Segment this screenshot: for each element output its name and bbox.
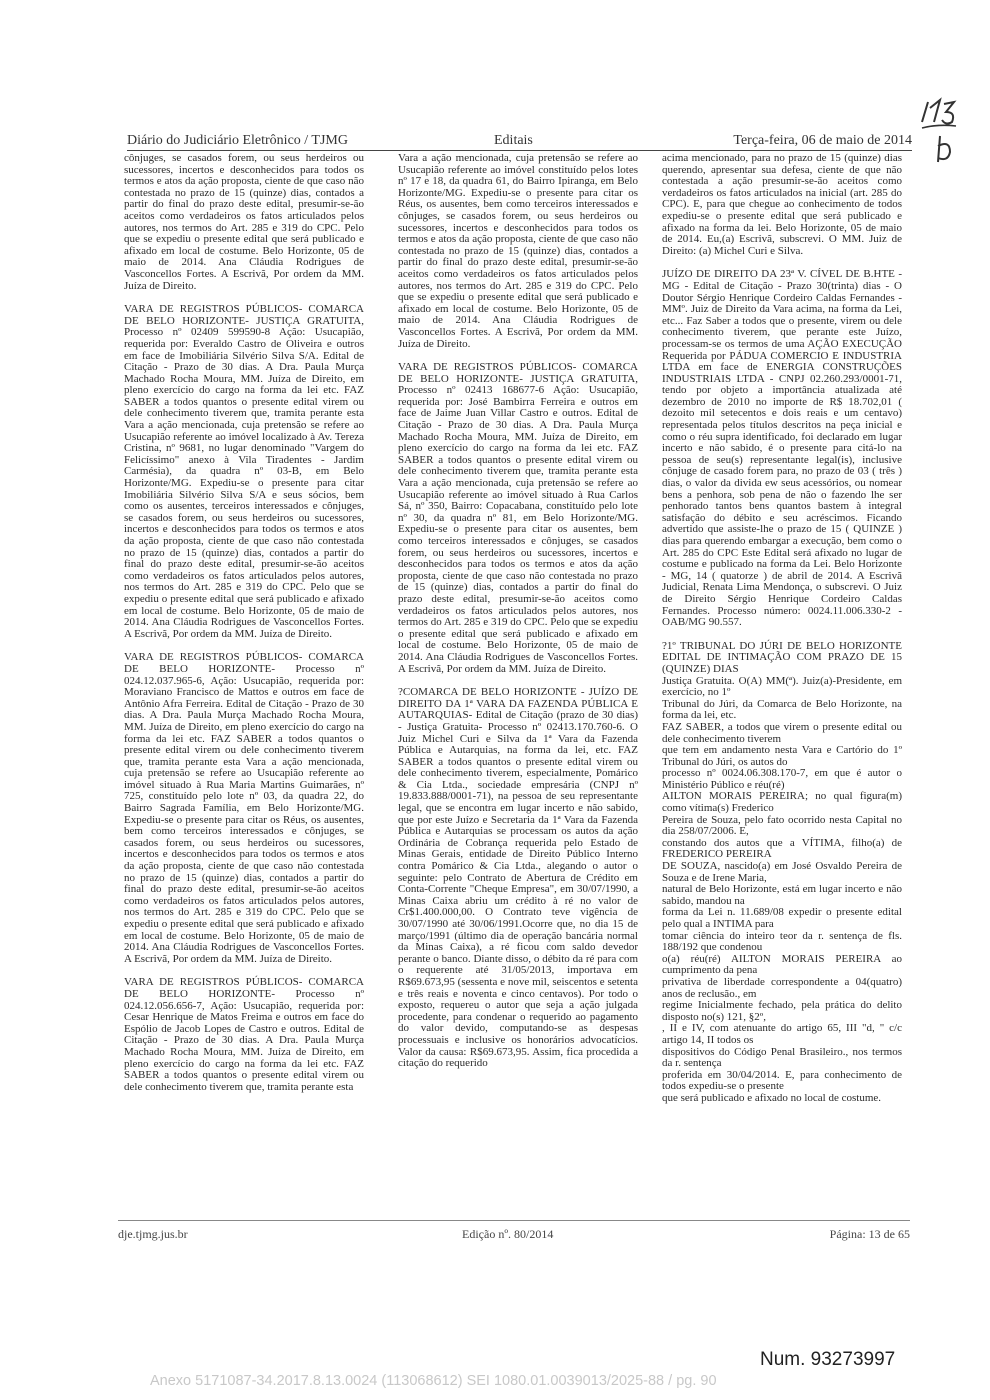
column-2 (398, 153, 638, 1213)
sei-watermark: Anexo 5171087-34.2017.8.13.0024 (113068612) SEI 1080.01.0039013/2025-88 / pg. 90 (150, 1373, 717, 1389)
notice-paragraph: JUÍZO DE DIREITO DA 23ª V. CÍVEL DE B.HTE - MG - Edital de Citação - Prazo 30(trinta) dias - O Doutor Sérgio Henrique Cordeiro Caldas Fernandes - MMº. Juiz de Direito da Vara acima, na forma da Lei, etc... Faz Saber a todos que o presente, virem ou dele conhecimento tiverem, que perante este Juízo, processam-se os termos de uma AÇÃO EXECUÇÃO Requerida por PÁDUA COMERCIO E INDUSTRIA LTDA em face de ENERGIA CONSTRUÇÕES INDUSTRIAIS LTDA - CNPJ 02.260.293/0001-71, tendo por objeto a importância atualizada até dezembro de 2010 no importe de R$ 18.702,01 ( dezoito mil setecentos e dois reais e um centavo) representada pelos títulos descritos na peça inicial e como o réu supra identificado, foi declarado em lugar incerto e não sabido, é o presente para citá-lo na pessoa de seu(s) representante legal(is), inclusive cônjuge de casado forem para, no prazo de 03 ( três ) dias, o valor da divida ew seus acessórios, ou nomear bens a penhora, sob pena de não o fazendo lhe ser penhorado tantos bens quantos bastem à integral satisfação do débito e seu acréscimos. Ficando advertido que assiste-lhe o prazo de 15 ( QUINZE ) dias para querendo embargar a execução, bem como o Art. 285 do CPC Este Edital será afixado no lugar de costume e publicado na forma da Lei. Belo Horizonte - MG, 14 ( quatorze ) de abril de 2014. A Escrivã Judicial, Renata Lima Mendonça, o subscrevi. O Juiz de Direito Sérgio Henrique Cordeiro Caldas Fernandes. Processo número: 0024.11.006.330-2 - OAB/MG 90.557. (662, 268, 902, 629)
column-3 (662, 153, 902, 1213)
notice-paragraph: Vara a ação mencionada, cuja pretensão se refere ao Usucapião referente ao imóvel constituído pelos lotes nº 17 e 18, da quadra 61, do Bairro Ipiranga, em Belo Horizonte/MG. Expediu-se o presente para citar os Réus, os ausentes, bem como terceiros interessados e cônjuges, se casados forem, ou seus herdeiros ou sucessores, incertos e desconhecidos para todos os termos e atos da ação proposta, ciente de que caso não contestada no prazo de 15 (quinze) dias, contados a partir do final do prazo deste edital, presumir-se-ão aceitos como verdadeiros os fatos articulados pelos autores, nos termos do Art. 285 e 319 do CPC. Pelo que se expediu o presente edital que será publicado e afixado em local de costume. Belo Horizonte, 05 de maio de 2014. Ana Cláudia Rodrigues de Vasconcellos Fortes. A Escrivã, Por ordem da MM. Juíza de Direito. (398, 153, 638, 350)
notice-paragraph: VARA DE REGISTROS PÚBLICOS- COMARCA DE BELO HORIZONTE- Processo nº 024.12.037.965-6, Ação: Usucapião, requerida por: Moraviano Francisco de Mattos e outros em face de Antônio Afra Ferreira. Edital de Citação - Prazo de 30 dias. A Dra. Paula Murça Machado Rocha Moura, MM. Juíza de Direito, em pleno exercício do cargo na forma da lei etc. FAZ SABER a todos quantos o presente edital virem ou dele conhecimento tiverem que, tramita perante esta Vara a ação mencionada, cuja pretensão se refere ao Usucapião referente ao imóvel situado à Rua Maria Martins Guimarães, nº 725, constituído pelo lote nº 03, da quadra 22, do Bairro Sagrada Família, em Belo Horizonte/MG. Expediu-se o presente para citar os Réus, os ausentes, bem como terceiros interessados e cônjuges, se casados forem, ou seus herdeiros ou sucessores, incertos e desconhecidos para todos os termos e atos da ação proposta, ciente de que caso não contestada no prazo de 15 (quinze) dias, contados a partir do final do prazo deste edital, presumir-se-ão aceitos como verdadeiros os fatos articulados pelos autores, nos termos do Art. 285 e 319 do CPC. Pelo que se expediu o presente edital que será publicado e afixado em local de costume. Belo Horizonte, 05 de maio de 2014. Ana Cláudia Rodrigues de Vasconcellos Fortes. A Escrivã, Por ordem da MM. Juíza de Direito. (124, 651, 364, 965)
page-header (127, 133, 912, 151)
notice-paragraph: ?COMARCA DE BELO HORIZONTE - JUÍZO DE DIREITO DA 1ª VARA DA FAZENDA PÚBLICA E AUTARQUIAS- Edital de Citação (prazo de 30 dias) - Justiça Gratuita- Processo nº 02413.170.760-6. O Juiz Michel Curi e Silva da 1ª Vara da Fazenda Pública e Autarquias, na forma da lei, etc. FAZ SABER a todos quantos o presente edital virem ou dele conhecimento tiverem, especialmente, Pomárico & Cia Ltda., sociedade empresária (CNPJ nº 19.833.888/0001-71), na pessoa de seu representante legal, que se encontra em lugar incerto e não sabido, que por este Juízo e Secretaria da 1ª Vara da Fazenda Pública e Autarquias se processam os autos da ação Ordinária de Cobrança requerida pelo Estado de Minas Gerais, entidade de Direito Público Interno contra Pomárico & Cia Ltda., alegando o autor o seguinte: pelo Contrato de Abertura de Crédito em Conta-Corrente "Cheque Empresa", em 30/07/1990, a Minas Caixa abriu um crédito à ré no valor de Cr$1.400.000,00. O Contrato teve vigência de 30/07/1990 até 30/06/1991.Ocorre que, no dia 15 de março/1991 (último dia de operação bancária normal da Minas Caixa), a ré ficou com saldo devedor perante o banco. Diante disso, o débito da ré para com o requerente até 31/05/2013, importava em R$69.673,95 (sessenta e nove mil, seiscentos e setenta e três reais e noventa e cinco centavos). Por todo o exposto, requereu o autor que seja a ação julgada procedente, para condenar o requerido ao pagamento do valor devido, computando-se as despesas processuais e inclusive os honorários advocatícios. Valor da causa: R$69.673,95. Assim, fica procedida a citação do requerido (398, 686, 638, 1070)
notice-paragraph: ?1º TRIBUNAL DO JÚRI DE BELO HORIZONTE EDITAL DE INTIMAÇÃO COM PRAZO DE 15 (QUINZE) DIAS Justiça Gratuita. O(A) MM(ª). Juiz(a)-Presidente, em exercício, no 1º Tribunal do Júri, da Comarca de Belo Horizonte, na forma da lei, etc. FAZ SABER, a todos que virem o presente edital ou dele conhecimento tiverem que tem em andamento nesta Vara e Cartório do 1º Tribunal do Júri, os autos do processo nº 0024.06.308.170-7, em que é autor o Ministério Público e réu(ré) AILTON MORAIS PEREIRA; no qual figura(m) como vítima(s) Frederico Pereira de Souza, pelo fato ocorrido nesta Capital no dia 258/07/2006. E, constando dos autos que a VÍTIMA, filho(a) de FREDERICO PEREIRA DE SOUZA, nascido(a) em José Osvaldo Pereira de Souza e de Irene Maria, natural de Belo Horizonte, está em lugar incerto e não sabido, mandou na forma da Lei n. 11.689/08 expedir o presente edital pelo qual a INTIMA para tomar ciência do inteiro teor da r. sentença de fls. 188/192 que condenou o(a) réu(ré) AILTON MORAIS PEREIRA ao cumprimento da pena privativa de liberdade correspondente a 04(quatro) anos de reclusão., em regime Inicialmente fechado, pela prática do delito disposto no(s) 121, §2º, , II e IV, com atenuante do artigo 65, III "d, " c/c artigo 14, II todos os dispositivos do Código Penal Brasileiro., nos termos da r. sentença proferida em 30/04/2014. E, para conhecimento de todos expediu-se o presente que será publicado e afixado no local de costume. (662, 639, 902, 1104)
column-1 (124, 153, 364, 1213)
footer-page-number: Página: 13 de 65 (829, 1227, 910, 1241)
header-publication: Diário do Judiciário Eletrônico / TJMG (127, 133, 348, 148)
footer-divider (118, 1220, 910, 1221)
header-divider (127, 150, 912, 151)
footer-edition: Edição nº. 80/2014 (462, 1227, 554, 1241)
notice-paragraph: VARA DE REGISTROS PÚBLICOS- COMARCA DE BELO HORIZONTE- Processo nº 024.12.056.656-7, Ação: Usucapião, requerida por: Cesar Henrique de Matos Freima e outros em face do Espólio de Jacob Lopes de Castro e outros. Edital de Citação - Prazo de 30 dias. A Dra. Paula Murça Machado Rocha Moura, MM. Juíza de Direito, em pleno exercício do cargo na forma da lei etc. FAZ SABER a todos quantos o presente edital virem ou dele conhecimento tiverem que, tramita perante esta (124, 976, 364, 1093)
header-section: Editais (494, 133, 533, 148)
notice-paragraph: VARA DE REGISTROS PÚBLICOS- COMARCA DE BELO HORIZONTE- JUSTIÇA GRATUITA, Processo nº 02413 168677-6 Ação: Usucapião, requerida por: José Bambirra Ferreira e outros em face de Jaime Juan Villar Castro e outros. Edital de Citação - Prazo de 30 dias. A Dra. Paula Murça Machado Rocha Moura, MM. Juíza de Direito, em pleno exercício do cargo na forma da lei etc. FAZ SABER a todos quantos o presente edital virem ou dele conhecimento tiverem que, tramita perante esta Vara a ação mencionada, cuja pretensão se refere ao Usucapião referente ao imóvel situado à Rua Carlos Sá, nº 350, Bairro: Copacabana, constituído pelo lote nº 30, da quadra nº 81, em Belo Horizonte/MG. Expediu-se o presente para citar os ausentes, bem como terceiros interessados e cônjuges, se casados forem, ou seus herdeiros ou sucessores, incertos e desconhecidos para todos os termos e atos da ação proposta, ciente de que caso não contestada no prazo de 15 (quinze) dias, contados a partir do final do prazo deste edital, presumir-se-ão aceitos como verdadeiros os fatos articulados pelos autores, nos termos do Art. 285 e 319 do CPC. Pelo que se expediu o presente edital que será publicado e afixado em local de costume. Belo Horizonte, 05 de maio de 2014. Ana Cláudia Rodrigues de Vasconcellos Fortes. A Escrivã, Por ordem da MM. Juíza de Direito. (398, 361, 638, 675)
handwritten-page-number (916, 96, 976, 166)
notice-paragraph: acima mencionado, para no prazo de 15 (quinze) dias querendo, apresentar sua defesa, ciente de que não contestada a ação presumir-se-ão aceitos como verdadeiros os fatos articulados na inicial (art. 285 do CPC). E, para que chegue ao conhecimento de todos expediu-se o presente edital que será publicado e afixado na forma da lei. Belo Horizonte, 05 de maio de 2014. Eu,(a) Escrivã, subscrevi. O MM. Juiz de Direito: (a) Michel Curi e Silva. (662, 153, 902, 257)
notice-paragraph: VARA DE REGISTROS PÚBLICOS- COMARCA DE BELO HORIZONTE- JUSTIÇA GRATUITA, Processo nº 02409 599590-8 Ação: Usucapião, requerida por: Everaldo Castro de Oliveira e outros em face de Imobiliária Silvério Silva S/A. Edital de Citação - Prazo de 30 dias. A Dra. Paula Murça Machado Rocha Moura, MM. Juíza de Direito, em pleno exercício do cargo na forma da lei etc. FAZ SABER a todos quantos o presente edital virem ou dele conhecimento tiverem que, tramita perante esta Vara a ação mencionada, cuja pretensão se refere ao Usucapião referente ao imóvel localizado à Av. Tereza Cristina, nº 9681, no lugar denominado "Vargem do Felicíssimo" anexo à Vila Tiradentes - Jardim Carmésia), da quadra nº 03-B, em Belo Horizonte/MG. Expediu-se o presente para citar Imobiliária Silvério Silva S/A e seus sócios, bem como os ausentes, terceiros interessados e cônjuges, se casados forem, ou seus herdeiros ou sucessores, incertos e desconhecidos para todos os termos e atos da ação proposta, ciente de que caso não contestada no prazo de 15 (quinze) dias, contados a partir do final do prazo deste edital, presumir-se-ão aceitos como verdadeiros os fatos articulados pelos autores, nos termos do Art. 285 e 319 do CPC. Pelo que se expediu o presente edital que será publicado e afixado em local de costume. Belo Horizonte, 05 de maio de 2014. Ana Cláudia Rodrigues de Vasconcellos Fortes. A Escrivã, Por ordem da MM. Juíza de Direito. (124, 303, 364, 640)
page-footer (118, 1227, 910, 1243)
notice-paragraph: cônjuges, se casados forem, ou seus herdeiros ou sucessores, incertos e desconhecidos para todos os termos e atos da ação proposta, ciente de que caso não contestada no prazo de 15 (quinze) dias, contados a partir do final do prazo deste edital, presumir-se-ão aceitos como verdadeiros os fatos articulados pelos autores, nos termos do Art. 285 e 319 do CPC. Pelo que se expediu o presente edital que será publicado e afixado em local de costume. Belo Horizonte, 05 de maio de 2014. Ana Cláudia Rodrigues de Vasconcellos Fortes. A Escrivã, Por ordem da MM. Juíza de Direito. (124, 153, 364, 292)
footer-website: dje.tjmg.jus.br (118, 1227, 188, 1241)
document-number-stamp: Num. 93273997 (760, 1349, 896, 1370)
header-date: Terça-feira, 06 de maio de 2014 (733, 133, 912, 148)
